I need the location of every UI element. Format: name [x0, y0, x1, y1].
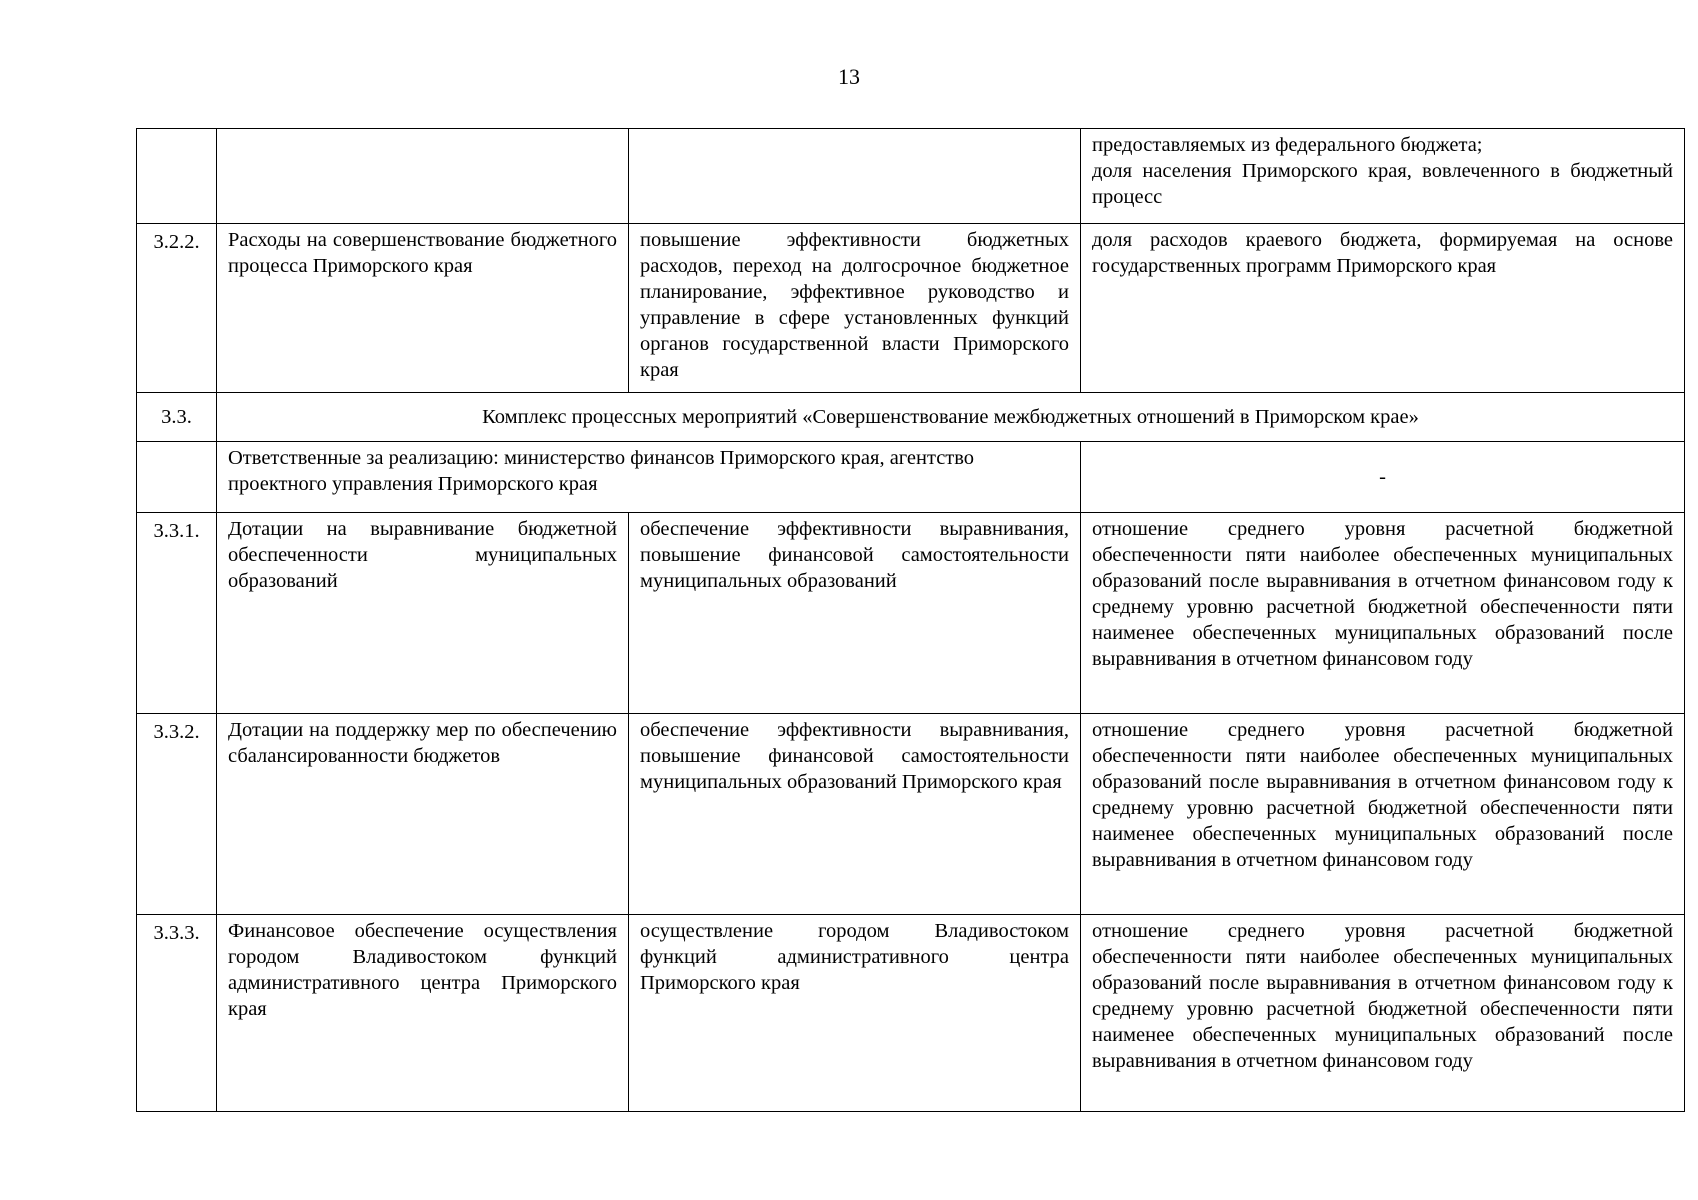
section-header-row — [137, 393, 1685, 442]
row-name-cell: Дотации на поддержку мер по обеспечению сбалансированности бюджетов — [217, 714, 629, 915]
page-number: 13 — [838, 64, 860, 89]
table-row — [137, 714, 1685, 915]
row-result-cell — [629, 129, 1081, 224]
section-number-cell: 3.3. — [137, 393, 217, 442]
responsible-value-cell: - — [1081, 442, 1685, 513]
table-row — [137, 129, 1685, 224]
row-name-cell — [217, 129, 629, 224]
row-number-cell: 3.3.1. — [137, 513, 217, 714]
row-indicator-cell: отношение среднего уровня расчетной бюджетной обеспеченности пяти наиболее обеспеченных муниципальных образований после выравнивания в отчетном финансовом году к среднему уровню расчетной бюджетной обеспеченности пяти наименее обеспеченных муниципальных образований после выравнивания в отчетном финансовом году — [1081, 714, 1685, 915]
row-result-cell: осуществление городом Владивостоком функций административного центра Приморского края — [629, 915, 1081, 1112]
row-number-cell — [137, 129, 217, 224]
row-number-cell: 3.3.2. — [137, 714, 217, 915]
row-name-cell: Расходы на совершенствование бюджетного процесса Приморского края — [217, 224, 629, 393]
program-table — [136, 128, 1685, 1112]
row-indicator-cell: доля расходов краевого бюджета, формируемая на основе государственных программ Приморского края — [1081, 224, 1685, 393]
row-number-cell: 3.2.2. — [137, 224, 217, 393]
row-indicator-cell: отношение среднего уровня расчетной бюджетной обеспеченности пяти наиболее обеспеченных муниципальных образований после выравнивания в отчетном финансовом году к среднему уровню расчетной бюджетной обеспеченности пяти наименее обеспеченных муниципальных образований после выравнивания в отчетном финансовом году — [1081, 915, 1685, 1112]
table-row — [137, 224, 1685, 393]
table-row — [137, 513, 1685, 714]
row-number-cell: 3.3.3. — [137, 915, 217, 1112]
row-name-cell: Финансовое обеспечение осуществления городом Владивостоком функций административного центра Приморского края — [217, 915, 629, 1112]
responsible-row — [137, 442, 1685, 513]
responsible-number-cell — [137, 442, 217, 513]
section-title-cell: Комплекс процессных мероприятий «Совершенствование межбюджетных отношений в Приморском крае» — [217, 393, 1685, 442]
responsible-text-cell: Ответственные за реализацию: министерство финансов Приморского края, агентство проектного управления Приморского края — [217, 442, 1081, 513]
row-result-cell: повышение эффективности бюджетных расходов, переход на долгосрочное бюджетное планирование, эффективное руководство и управление в сфере установленных функций органов государственной власти Приморского края — [629, 224, 1081, 393]
table-row — [137, 915, 1685, 1112]
row-indicator-cell: отношение среднего уровня расчетной бюджетной обеспеченности пяти наиболее обеспеченных муниципальных образований после выравнивания в отчетном финансовом году к среднему уровню расчетной бюджетной обеспеченности пяти наименее обеспеченных муниципальных образований после выравнивания в отчетном финансовом году — [1081, 513, 1685, 714]
row-result-cell: обеспечение эффективности выравнивания, повышение финансовой самостоятельности муниципальных образований Приморского края — [629, 714, 1081, 915]
row-indicator-cell: предоставляемых из федерального бюджета; доля населения Приморского края, вовлеченного в бюджетный процесс — [1081, 129, 1685, 224]
row-name-cell: Дотации на выравнивание бюджетной обеспеченности муниципальных образований — [217, 513, 629, 714]
row-result-cell: обеспечение эффективности выравнивания, повышение финансовой самостоятельности муниципальных образований — [629, 513, 1081, 714]
